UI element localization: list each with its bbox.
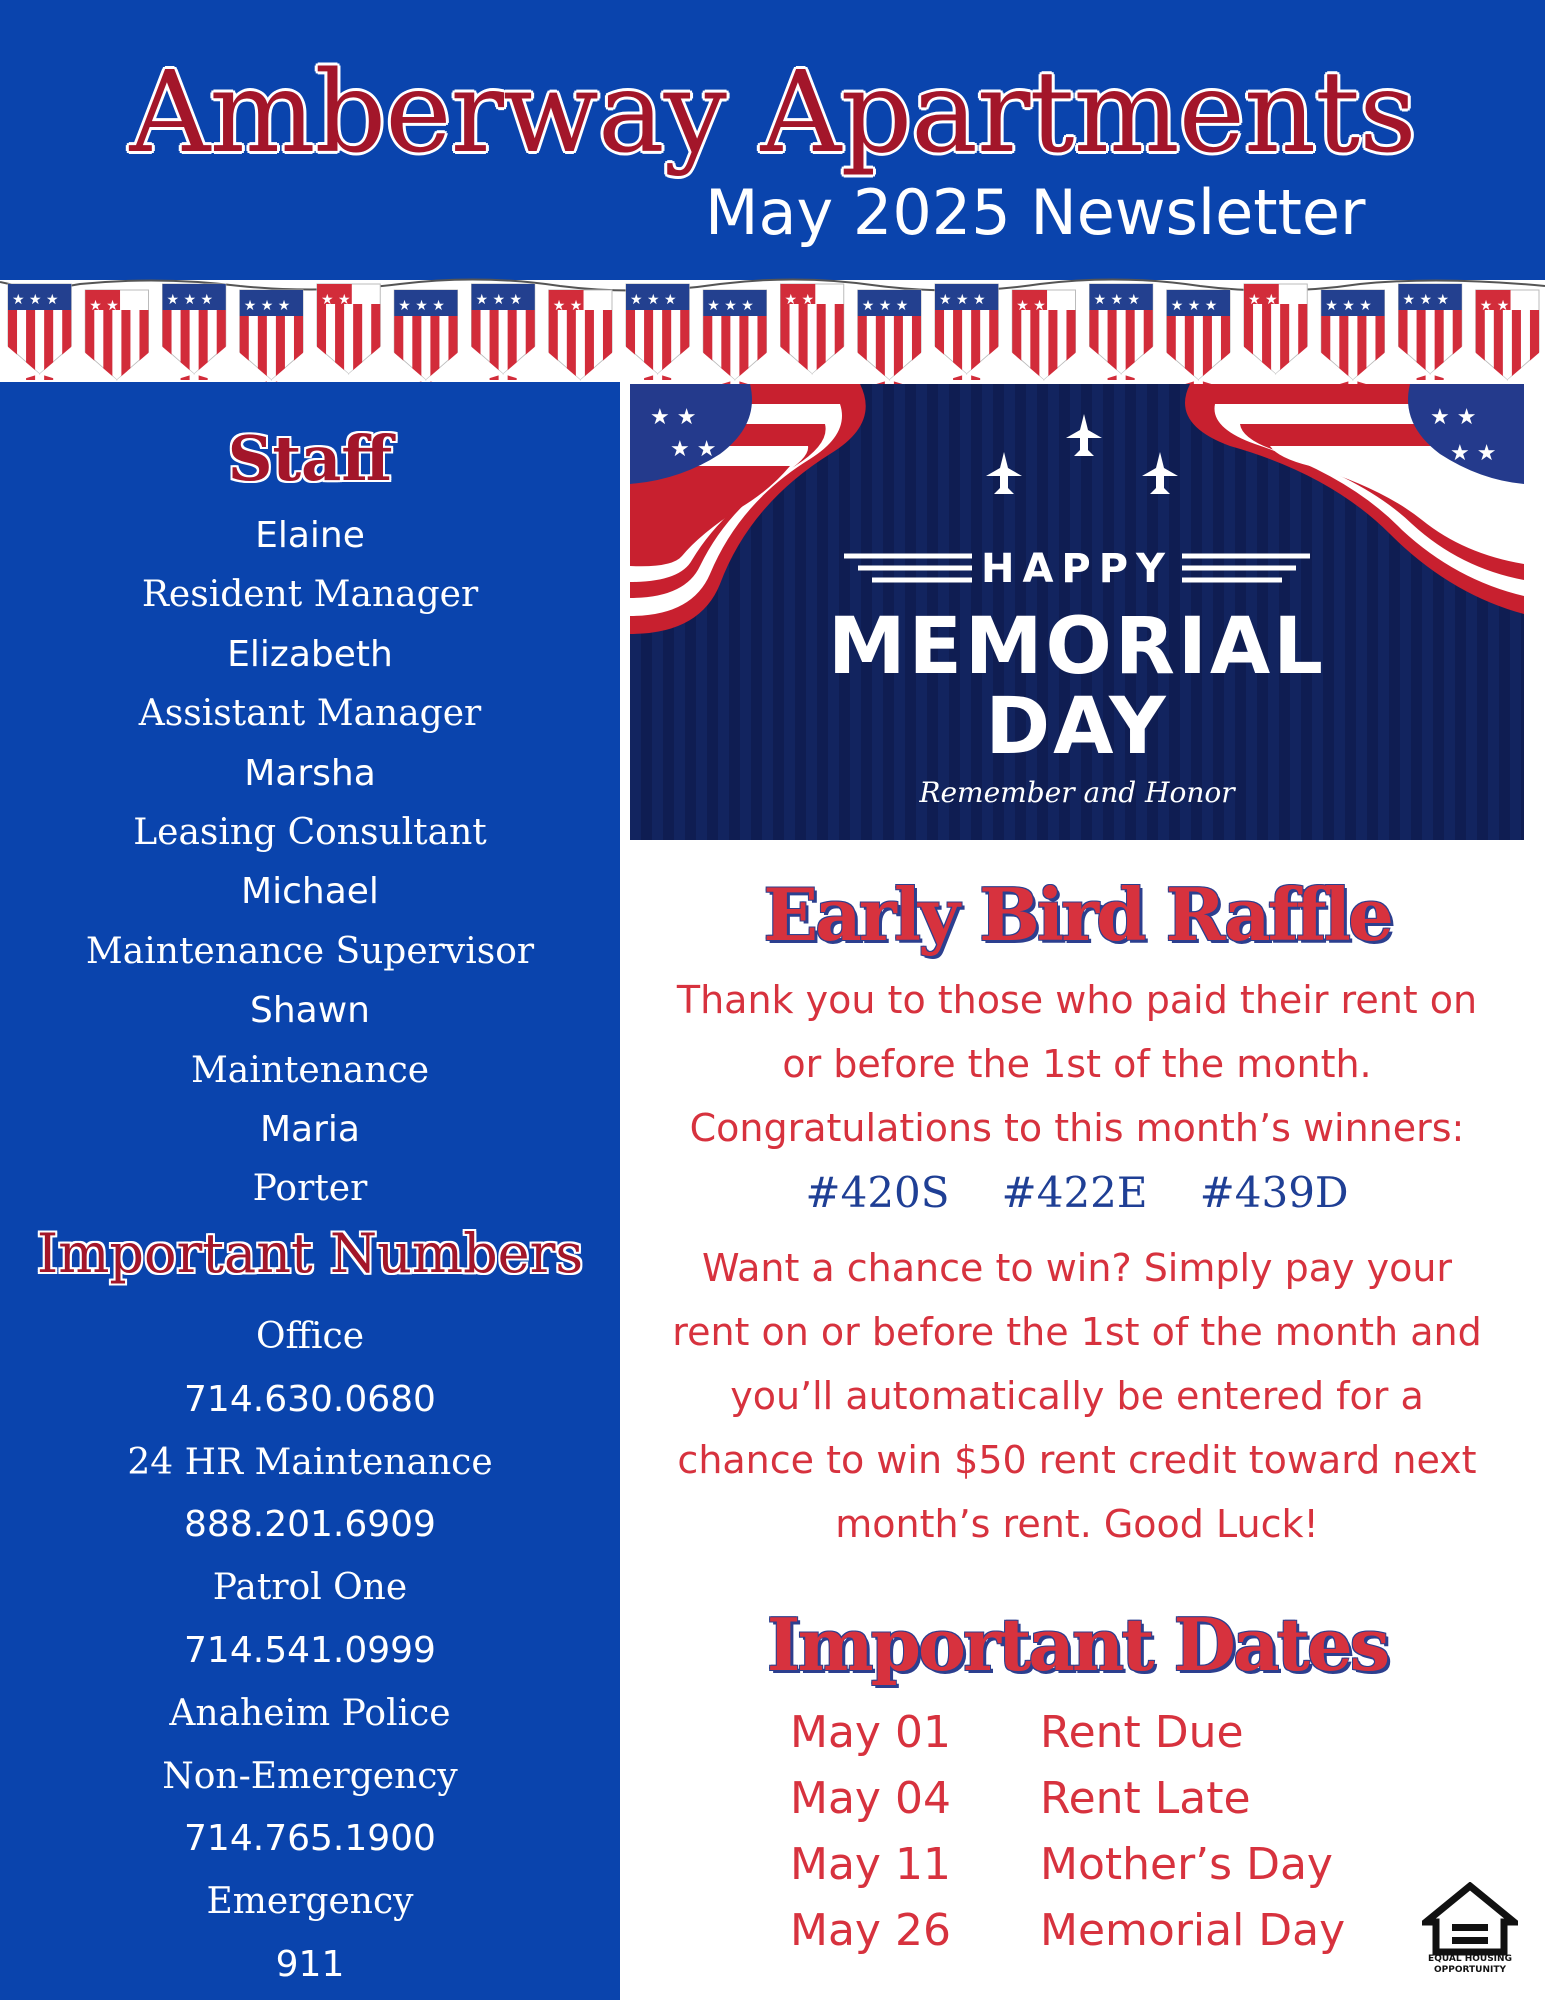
svg-text:★ ★ ★: ★ ★ ★ — [861, 298, 909, 314]
pennant-flag — [1011, 290, 1076, 390]
date-value: May 11 — [790, 1839, 951, 1890]
important-dates-heading: Important Dates — [766, 1602, 1388, 1687]
pennant-flag — [702, 290, 767, 390]
svg-text:★ ★ ★: ★ ★ ★ — [1248, 292, 1295, 308]
staff-item: Elaine — [255, 515, 365, 556]
pennant-flag — [7, 284, 72, 384]
svg-text:★ ★ ★: ★ ★ ★ — [939, 292, 986, 308]
svg-text:★ ★ ★: ★ ★ ★ — [630, 292, 677, 308]
raffle-body-line: rent on or before the 1st of the month and — [672, 1310, 1482, 1354]
banner-tagline: Remember and Honor — [919, 776, 1235, 809]
date-row — [790, 1898, 1345, 1964]
pennant-flag — [162, 284, 227, 384]
staff-item: Marsha — [244, 752, 376, 794]
staff-item: Resident Manager — [141, 574, 479, 616]
pennant-flag — [934, 284, 999, 384]
staff-item: Shawn — [250, 990, 370, 1032]
date-row — [790, 1700, 1345, 1766]
staff-item: Maria — [260, 1108, 360, 1150]
date-row — [790, 1766, 1345, 1832]
raffle-intro — [630, 968, 1524, 1160]
number-item: 911 — [275, 1943, 345, 1985]
sidebar — [0, 382, 620, 2000]
raffle-intro-line: or before the 1st of the month. — [782, 1042, 1372, 1086]
pennant-flag — [1398, 284, 1463, 384]
svg-text:★ ★ ★: ★ ★ ★ — [1093, 292, 1141, 308]
pennant-flag — [1089, 284, 1154, 384]
pennant-flag — [393, 290, 458, 390]
staff-item: Maintenance Supervisor — [85, 930, 535, 972]
svg-text:★ ★ ★: ★ ★ ★ — [1325, 298, 1372, 314]
winner-unit: #420S — [805, 1168, 950, 1217]
number-item: Office — [255, 1316, 365, 1357]
number-item: Non-Emergency — [162, 1755, 458, 1797]
newsletter-title: Amberway Apartments — [129, 48, 1416, 178]
pennant-flag — [1243, 284, 1308, 384]
svg-text:★ ★: ★ ★ — [1430, 405, 1477, 430]
flag-bunting — [0, 270, 1545, 400]
winner-unit: #439D — [1199, 1168, 1349, 1217]
svg-text:★ ★: ★ ★ — [670, 437, 717, 462]
svg-text:★ ★ ★: ★ ★ ★ — [1479, 298, 1527, 314]
staff-item: Elizabeth — [227, 633, 393, 675]
svg-text:★ ★: ★ ★ — [650, 405, 697, 430]
pennant-flag — [1320, 290, 1385, 390]
raffle-winners — [630, 1168, 1524, 1217]
number-item: 24 HR Maintenance — [127, 1441, 493, 1483]
staff-item: Porter — [252, 1168, 368, 1210]
raffle-intro-line: Thank you to those who paid their rent on — [676, 978, 1478, 1022]
staff-list — [0, 506, 620, 1219]
svg-text:★ ★ ★: ★ ★ ★ — [12, 292, 59, 308]
svg-text:★ ★ ★: ★ ★ ★ — [321, 292, 368, 308]
date-value: May 04 — [790, 1773, 951, 1824]
svg-text:★ ★ ★: ★ ★ ★ — [243, 298, 291, 314]
svg-text:★ ★ ★: ★ ★ ★ — [1016, 298, 1063, 314]
raffle-body-line: you’ll automatically be entered for a — [730, 1374, 1424, 1418]
number-item: 888.201.6909 — [184, 1504, 436, 1546]
pennant-flag — [1475, 290, 1540, 390]
date-event: Rent Due — [1040, 1707, 1244, 1758]
number-item: 714.630.0680 — [184, 1378, 436, 1420]
pennant-flag — [239, 290, 304, 390]
date-value: May 01 — [790, 1707, 951, 1758]
important-numbers-list — [0, 1306, 620, 1997]
important-dates-list — [790, 1700, 1345, 1964]
memorial-day-banner — [630, 384, 1524, 840]
staff-item: Michael — [241, 871, 379, 913]
number-item: Emergency — [206, 1881, 414, 1923]
svg-text:★ ★ ★: ★ ★ ★ — [475, 292, 523, 308]
number-item: Patrol One — [212, 1567, 408, 1609]
svg-text:★ ★ ★: ★ ★ ★ — [1402, 292, 1450, 308]
svg-text:★ ★ ★: ★ ★ ★ — [1170, 298, 1218, 314]
important-numbers-heading: Important Numbers — [36, 1222, 584, 1285]
staff-item: Assistant Manager — [138, 693, 482, 735]
svg-text:★ ★: ★ ★ — [1450, 441, 1497, 466]
date-event: Memorial Day — [1040, 1905, 1346, 1956]
svg-text:★ ★ ★: ★ ★ ★ — [707, 298, 754, 314]
raffle-body — [630, 1236, 1524, 1556]
staff-item: Maintenance — [190, 1049, 430, 1091]
number-item: 714.765.1900 — [184, 1818, 436, 1860]
equal-housing-text: EQUAL HOUSING OPPORTUNITY — [1428, 1954, 1512, 1975]
number-item: Anaheim Police — [169, 1692, 451, 1734]
pennant-flag — [780, 284, 845, 384]
staff-heading: Staff — [227, 422, 393, 495]
svg-text:★ ★ ★: ★ ★ ★ — [166, 292, 214, 308]
svg-text:★ ★ ★: ★ ★ ★ — [398, 298, 445, 314]
pennant-flag — [84, 290, 149, 390]
newsletter-subtitle: May 2025 Newsletter — [705, 176, 1366, 249]
svg-text:★ ★ ★: ★ ★ ★ — [784, 292, 832, 308]
pennant-flag — [625, 284, 690, 384]
staff-item: Leasing Consultant — [133, 811, 487, 853]
raffle-heading: Early Bird Raffle — [763, 872, 1391, 957]
svg-text:★ ★ ★: ★ ★ ★ — [89, 298, 136, 314]
raffle-intro-line: Congratulations to this month’s winners: — [689, 1106, 1465, 1150]
raffle-body-line: Want a chance to win? Simply pay your — [701, 1246, 1453, 1290]
svg-text:★ ★ ★: ★ ★ ★ — [552, 298, 600, 314]
winner-unit: #422E — [1001, 1168, 1148, 1217]
header-band — [0, 0, 1545, 282]
raffle-body-line: chance to win $50 rent credit toward next — [677, 1438, 1477, 1482]
number-item: 714.541.0999 — [184, 1629, 436, 1671]
date-event: Rent Late — [1040, 1773, 1251, 1824]
date-row — [790, 1832, 1345, 1898]
pennant-flag — [316, 284, 381, 384]
banner-happy: HAPPY — [980, 546, 1174, 592]
pennant-flag — [1166, 290, 1231, 390]
raffle-body-line: month’s rent. Good Luck! — [835, 1502, 1319, 1546]
date-value: May 26 — [790, 1905, 951, 1956]
pennant-flag — [857, 290, 922, 390]
banner-memorial: MEMORIAL — [828, 602, 1326, 692]
date-event: Mother’s Day — [1040, 1839, 1333, 1890]
pennant-flag — [548, 290, 613, 390]
banner-day: DAY — [985, 682, 1169, 772]
pennant-flag — [471, 284, 536, 384]
